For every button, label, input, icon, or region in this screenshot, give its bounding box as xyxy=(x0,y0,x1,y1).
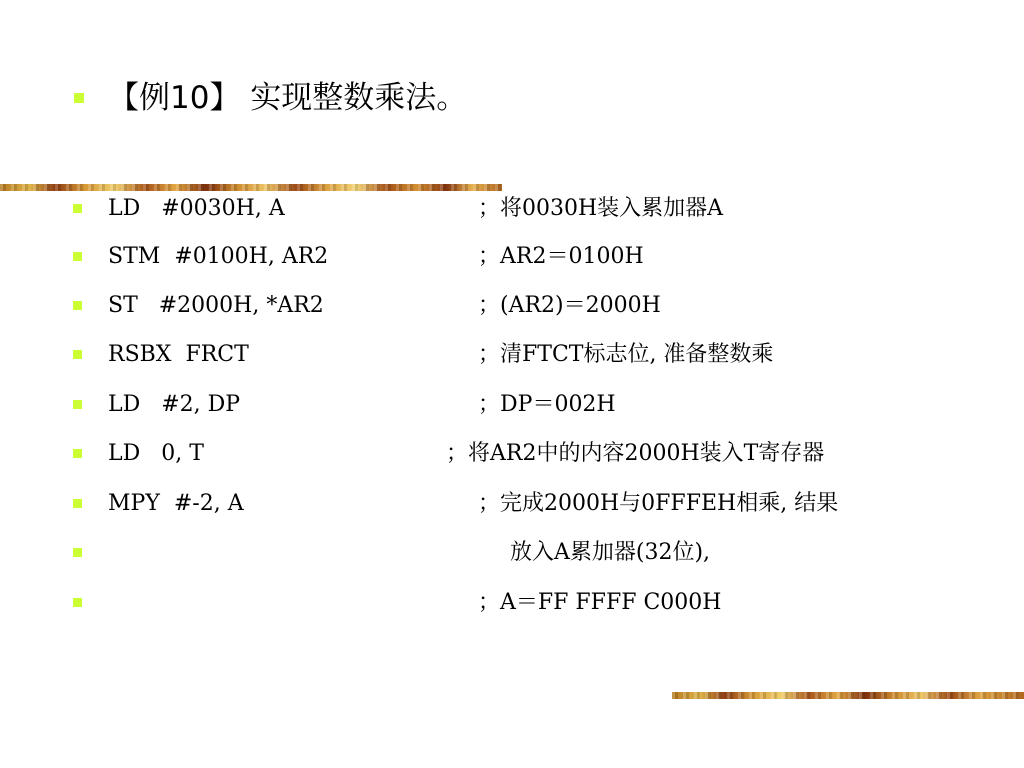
code-comment: ；AR2＝0100H xyxy=(478,244,644,269)
slide-title: 【例10】 实现整数乘法。 xyxy=(108,80,468,116)
code-instruction: LD 0, T xyxy=(108,441,204,466)
code-comment: ；将0030H装入累加器A xyxy=(478,196,724,221)
code-comment: ；将AR2中的内容2000H装入T寄存器 xyxy=(446,441,825,466)
code-instruction: LD #2, DP xyxy=(108,392,241,417)
bullet-square-icon xyxy=(73,301,82,310)
code-line xyxy=(0,587,1000,619)
code-instruction: ST #2000H, *AR2 xyxy=(108,293,324,318)
code-comment: ；DP＝002H xyxy=(478,392,616,417)
code-instruction: LD #0030H, A xyxy=(108,196,285,221)
code-comment: ；A＝FF FFFF C000H xyxy=(478,590,722,615)
code-comment: ；(AR2)＝2000H xyxy=(478,293,661,318)
bullet-square-icon xyxy=(73,252,82,261)
code-line xyxy=(0,488,1000,520)
code-line xyxy=(0,438,1000,470)
bullet-square-icon xyxy=(73,350,82,359)
code-line xyxy=(0,290,1000,322)
code-instruction: STM #0100H, AR2 xyxy=(108,244,329,269)
code-line xyxy=(0,241,1000,273)
bullet-square-icon xyxy=(73,598,82,607)
code-instruction: RSBX FRCT xyxy=(108,342,249,367)
bullet-square-icon xyxy=(73,548,82,557)
bullet-square-icon xyxy=(73,499,82,508)
code-line xyxy=(0,339,1000,371)
code-comment: ；完成2000H与0FFFEH相乘, 结果 xyxy=(478,491,839,516)
code-comment: ；清FTCT标志位, 准备整数乘 xyxy=(478,342,774,367)
code-instruction: MPY #-2, A xyxy=(108,491,244,516)
code-line xyxy=(0,193,1000,225)
bullet-square-icon xyxy=(73,449,82,458)
code-line xyxy=(0,389,1000,421)
bullet-square-icon xyxy=(73,204,82,213)
decorative-divider-bottom xyxy=(672,692,1024,699)
code-comment: 放入A累加器(32位), xyxy=(510,540,711,565)
code-line xyxy=(0,537,1000,569)
bullet-square-icon xyxy=(73,400,82,409)
